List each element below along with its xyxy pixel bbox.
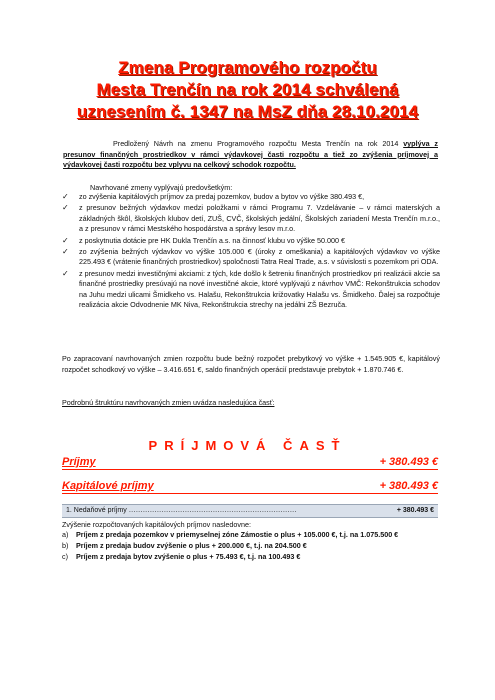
income-items-list [62, 530, 438, 562]
intro-paragraph [63, 139, 438, 171]
list-item: c) Príjem z predaja bytov zvýšenie o plus + 75.493 €, t.j. na 100.493 € [62, 551, 301, 561]
checkmark-icon: ✓ [62, 268, 69, 278]
list-item: a) Príjem z predaja pozemkov v priemyselnej zóne Zámostie o plus + 105.000 €, t.j. na 1.075.500 € [62, 530, 399, 539]
intro-text: Predložený Návrh na zmenu Programového rozpočtu Mesta Trenčín na rok 2014 [113, 139, 404, 148]
checkmark-icon: ✓ [62, 247, 69, 257]
nedanove-prijmy-bar [62, 504, 438, 518]
title-line-2: Mesta Trenčín na rok 2014 schválená [96, 80, 399, 99]
items-lead: Zvýšenie rozpočtovaných kapitálových príjmov nasledovne: [62, 520, 251, 529]
changes-list [62, 192, 440, 311]
title-line-1: Zmena Programového rozpočtu [118, 58, 377, 77]
kapitalove-prijmy-row [62, 479, 438, 494]
changes-lead: Navrhované zmeny vyplývajú predovšetkým: [90, 183, 233, 192]
list-item: ✓ zo zvýšenia kapitálových príjmov za predaj pozemkov, budov a bytov vo výške 380.493 €, [62, 192, 365, 201]
checkmark-icon: ✓ [62, 192, 69, 201]
kapitalove-prijmy-value: + 380.493 € [379, 480, 438, 492]
intro-emphasis: vyplýva z presunov finančných prostriedkov v rámci výdavkovej časti rozpočtu a tiež zo zvýšenia príjmovej a výdavkovej časti rozpočtu bez vplyvu na celkový schodok rozpočtu. [63, 139, 438, 170]
kapitalove-prijmy-label: Kapitálové príjmy [62, 480, 154, 492]
prijmy-value: + 380.493 € [379, 456, 438, 468]
checkmark-icon: ✓ [62, 203, 69, 213]
prijmy-row [62, 455, 438, 470]
section-heading: PRÍJMOVÁ ČASŤ [148, 438, 347, 453]
list-item: ✓ z presunov medzi investičnými akciami: z tých, kde došlo k šetreniu finančných prostriedkov pri realizácii akcie sa finančné prostriedky presúvajú na nové investičné akcie, ktoré vyplývajú z návrhov VMČ: Rekonštrukcia schodov na Juhu medzi ulicami Šmidkeho vs. Halašu, Rekonštrukcia križovatky Halašu vs. Šmidkeho. Ďalej sa rozpočtuje realizácia akcie Odvodnenie MK Niva, Rekonštrukcia strechy na jedálni ZŠ Bezruča. [62, 268, 440, 310]
detail-lead: Podrobnú štruktúru navrhovaných zmien uvádza nasledujúca časť: [62, 398, 275, 407]
prijmy-label: Príjmy [62, 456, 96, 468]
list-item: ✓ z presunov bežných výdavkov medzi položkami v rámci Programu 7. Vzdelávanie – v rámci materských a základných škôl, školských klubov detí, ZUŠ, CVČ, školských jedální, Školských zariadení Mesta Trenčín m.r.o., a z presunov v rámci Mestského hospodárstva a správy lesov m.r.o. [62, 203, 440, 234]
nedanove-prijmy-label: 1. Nedaňové príjmy ……………………………………………………………… [66, 507, 297, 514]
summary-paragraph: Po zapracovaní navrhovaných zmien rozpočtu bude bežný rozpočet prebytkový vo výške + 1.545.905 €, kapitálový rozpočet schodkový vo výške – 3.416.651 €, saldo finančných operácií predstavuje prebytok + 1.870.746 €. [62, 354, 440, 374]
list-item: ✓ z poskytnutia dotácie pre HK Dukla Trenčín a.s. na činnosť klubu vo výške 50.000 € [62, 235, 345, 245]
checkmark-icon: ✓ [62, 235, 69, 245]
title-line-3: uznesením č. 1347 na MsZ dňa 28.10.2014 [76, 102, 419, 121]
list-item: b) Príjem z predaja budov zvýšenie o plus + 200.000 €, t.j. na 204.500 € [62, 540, 307, 550]
nedanove-prijmy-value: + 380.493 € [396, 507, 434, 514]
list-item: ✓ zo zvýšenia bežných výdavkov vo výške 105.000 € (úroky z omeškania) a kapitálových výdavkov vo výške 225.493 € (vrátenie finančných prostriedkov) spoločnosti Tatra Real Trade, a.s. v súvislosti s pozemkom pri ODA. [62, 247, 440, 267]
